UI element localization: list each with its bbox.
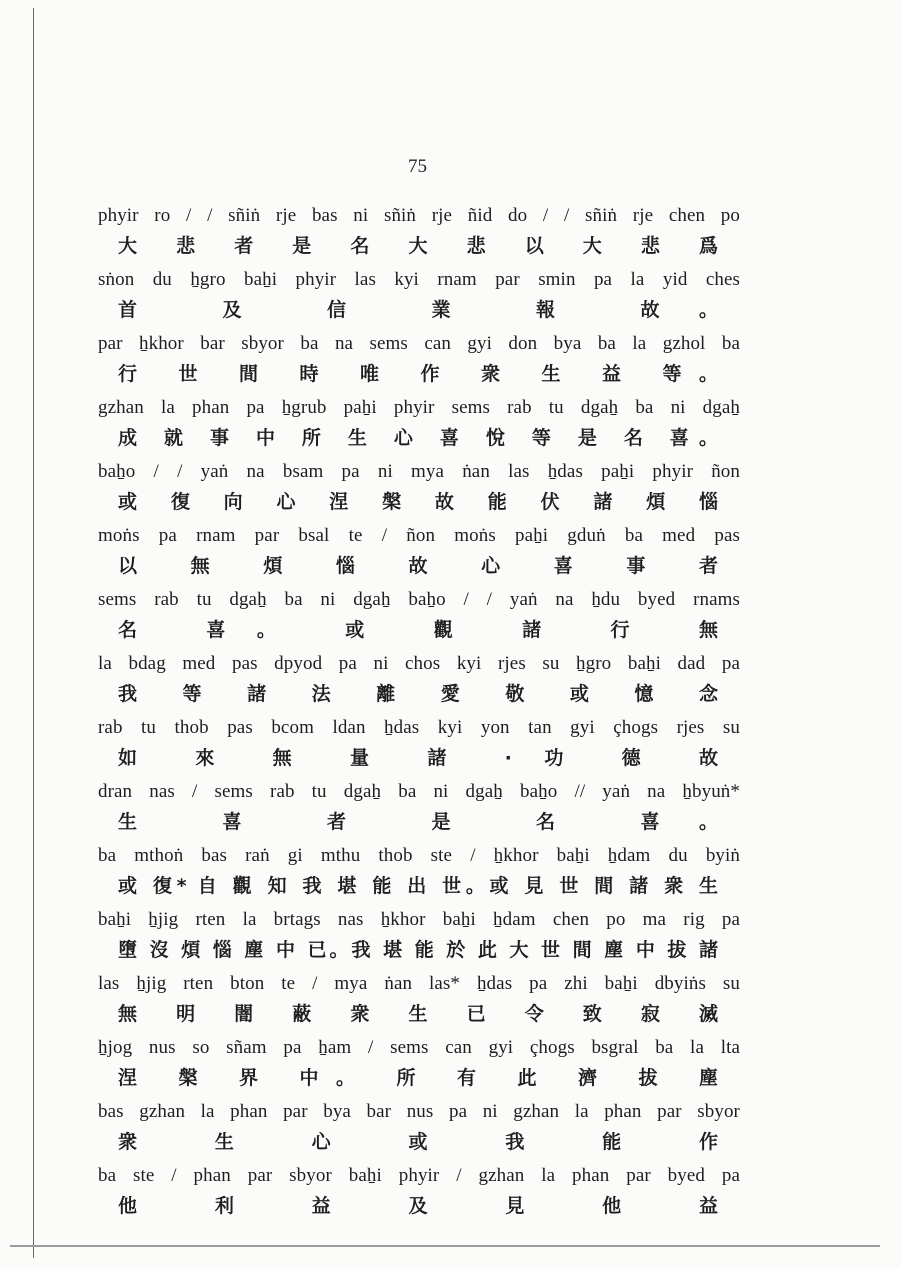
tibetan-transliteration-line: ba mthoṅ bas raṅ gi mthu thob ste / ẖkhor baẖi ẖdam du byiṅ	[98, 845, 740, 866]
tibetan-transliteration-line: par ẖkhor bar sbyor ba na sems can gyi don bya ba la gzhol ba	[98, 333, 740, 354]
chinese-gloss-line: 或 復 向 心 涅 槃 故 能 伏 諸 煩 惱	[118, 491, 718, 513]
tibetan-transliteration-line: dran nas / sems rab tu dgaẖ ba ni dgaẖ baẖo // yaṅ na ẖbyuṅ*	[98, 781, 740, 802]
line-pair	[98, 203, 740, 267]
chinese-gloss-line: 衆 生 心 或 我 能 作	[118, 1131, 718, 1153]
line-pair	[98, 1035, 740, 1099]
chinese-gloss-line: 生 喜 者 是 名 喜。	[118, 811, 718, 833]
chinese-gloss-line: 無 明 闇 蔽 衆 生 已 令 致 寂 滅	[118, 1003, 718, 1025]
chinese-gloss-line: 名 喜。 或 觀 諸 行 無	[118, 619, 718, 641]
line-pair	[98, 843, 740, 907]
page-number: 75	[408, 156, 427, 177]
tibetan-transliteration-line: las ẖjig rten bton te / mya ṅan las* ẖdas pa zhi baẖi dbyiṅs su	[98, 973, 740, 994]
line-pair	[98, 587, 740, 651]
tibetan-transliteration-line: la bdag med pas dpyod pa ni chos kyi rjes su ẖgro baẖi dad pa	[98, 653, 740, 674]
tibetan-transliteration-line: baẖo / / yaṅ na bsam pa ni mya ṅan las ẖdas paẖi phyir ñon	[98, 461, 740, 482]
tibetan-transliteration-line: gzhan la phan pa ẖgrub paẖi phyir sems rab tu dgaẖ ba ni dgaẖ	[98, 397, 740, 418]
chinese-gloss-line: 大 悲 者 是 名 大 悲 以 大 悲 爲	[118, 235, 718, 257]
line-pair	[98, 523, 740, 587]
chinese-gloss-line: 首 及 信 業 報 故。	[118, 299, 718, 321]
line-pair	[98, 971, 740, 1035]
line-pair	[98, 395, 740, 459]
chinese-gloss-line: 以 無 煩 惱 故 心 喜 事 者	[118, 555, 718, 577]
tibetan-transliteration-line: ẖjog nus so sñam pa ẖam / sems can gyi çhogs bsgral ba la lta	[98, 1037, 740, 1058]
tibetan-transliteration-line: moṅs pa rnam par bsal te / ñon moṅs paẖi gduṅ ba med pas	[98, 525, 740, 546]
chinese-gloss-line: 我 等 諸 法 離 愛 敬 或 憶 念	[118, 683, 718, 705]
chinese-gloss-line: 如 來 無 量 諸 · 功 德 故	[118, 747, 718, 769]
line-pair	[98, 459, 740, 523]
tibetan-transliteration-line: sṅon du ẖgro baẖi phyir las kyi rnam par smin pa la yid ches	[98, 269, 740, 290]
chinese-gloss-line: 涅 槃 界 中。 所 有 此 濟 拔 塵	[118, 1067, 718, 1089]
chinese-gloss-line: 他 利 益 及 見 他 益	[118, 1195, 718, 1217]
tibetan-transliteration-line: rab tu thob pas bcom ldan ẖdas kyi yon tan gyi çhogs rjes su	[98, 717, 740, 738]
chinese-gloss-line: 行 世 間 時 唯 作 衆 生 益 等。	[118, 363, 718, 385]
bottom-margin-rule	[10, 1245, 880, 1247]
line-pair	[98, 1163, 740, 1227]
line-pair	[98, 331, 740, 395]
chinese-gloss-line: 或 復* 自 觀 知 我 堪 能 出 世。或 見 世 間 諸 衆 生	[118, 875, 718, 897]
bilingual-text-block	[98, 203, 740, 1227]
tibetan-transliteration-line: sems rab tu dgaẖ ba ni dgaẖ baẖo / / yaṅ na ẖdu byed rnams	[98, 589, 740, 610]
line-pair	[98, 907, 740, 971]
line-pair	[98, 779, 740, 843]
line-pair	[98, 651, 740, 715]
line-pair	[98, 267, 740, 331]
line-pair	[98, 1099, 740, 1163]
left-margin-rule	[33, 8, 34, 1258]
chinese-gloss-line: 成 就 事 中 所 生 心 喜 悅 等 是 名 喜。	[118, 427, 718, 449]
tibetan-transliteration-line: bas gzhan la phan par bya bar nus pa ni gzhan la phan par sbyor	[98, 1101, 740, 1122]
tibetan-transliteration-line: baẖi ẖjig rten la brtags nas ẖkhor baẖi ẖdam chen po ma rig pa	[98, 909, 740, 930]
tibetan-transliteration-line: ba ste / phan par sbyor baẖi phyir / gzhan la phan par byed pa	[98, 1165, 740, 1186]
line-pair	[98, 715, 740, 779]
chinese-gloss-line: 墮 沒 煩 惱 塵 中 已。我 堪 能 於 此 大 世 間 塵 中 拔 諸	[118, 939, 718, 961]
tibetan-transliteration-line: phyir ro / / sñiṅ rje bas ni sñiṅ rje ñid do / / sñiṅ rje chen po	[98, 205, 740, 226]
